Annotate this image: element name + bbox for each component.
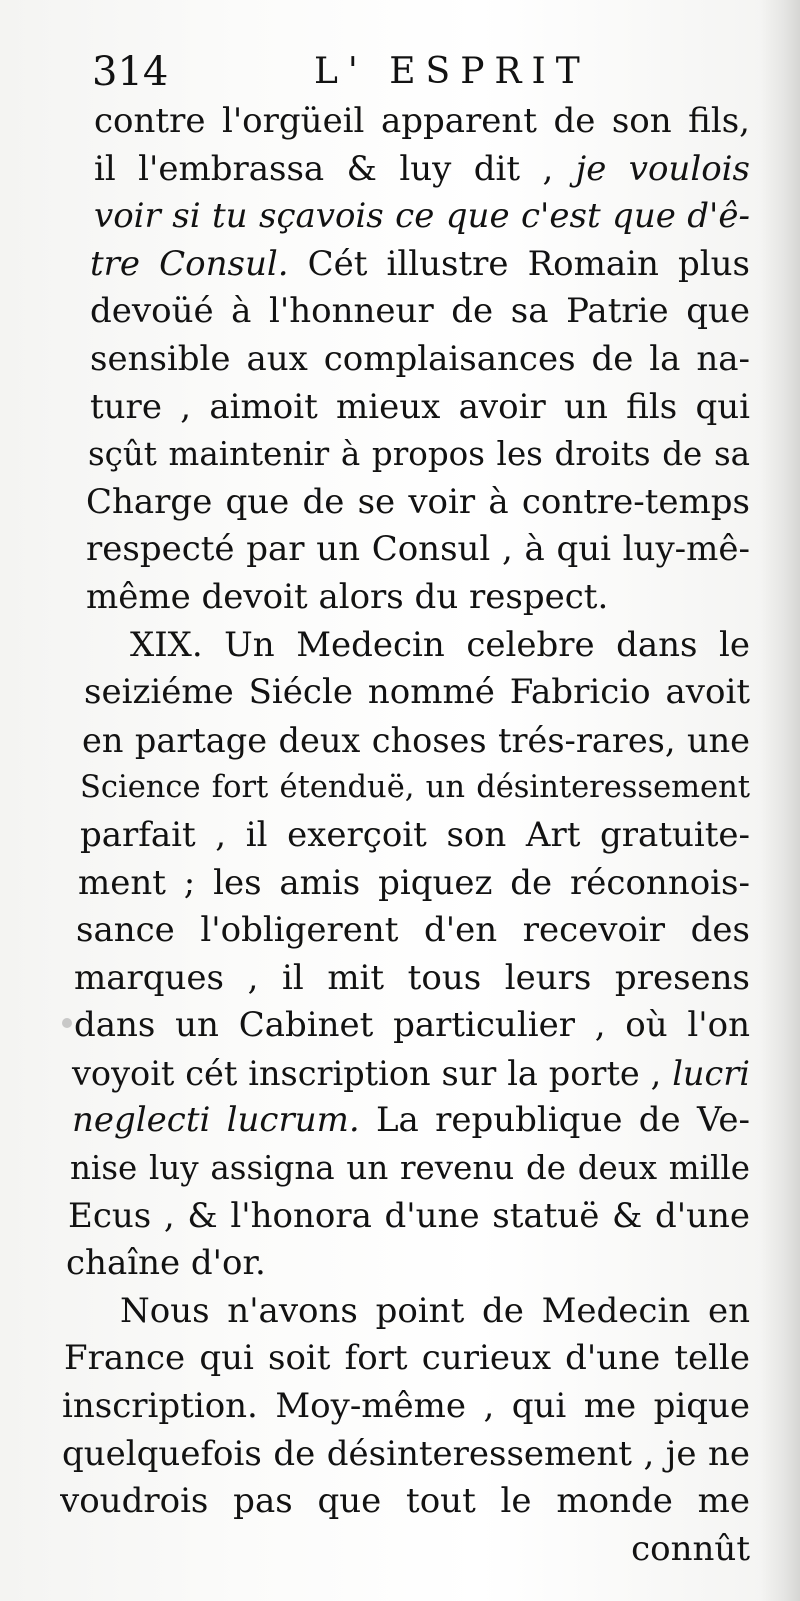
catchword xyxy=(60,1526,750,1574)
text-line xyxy=(60,1145,750,1193)
text-segment: marques , il mit tous leurs presens xyxy=(74,957,750,998)
text-segment: voyoit cét inscription sur la porte , xyxy=(72,1053,673,1093)
italic-text-segment: lucri xyxy=(672,1053,750,1093)
text-segment: Science fort étenduë, un désinteressement xyxy=(80,770,750,806)
text-segment: en partage deux choses trés-rares, une xyxy=(82,720,750,760)
text-segment: ture , aimoit mieux avoir un fils qui xyxy=(90,386,750,427)
text-segment: sçût maintenir à propos les droits de sa xyxy=(88,435,750,474)
text-line xyxy=(60,1002,750,1050)
italic-text-segment: tre Consul. xyxy=(90,243,289,284)
text-line xyxy=(60,479,750,527)
text-line xyxy=(60,1097,750,1145)
italic-text-segment: voir si tu sçavois ce que c'est que d'ê- xyxy=(94,196,750,237)
text-segment: dans un Cabinet particulier , où l'on xyxy=(74,1005,750,1046)
text-line xyxy=(60,717,750,765)
text-line xyxy=(60,574,750,622)
text-segment: connût xyxy=(631,1528,750,1569)
text-segment: France qui soit fort curieux d'une telle xyxy=(64,1338,750,1379)
text-line xyxy=(60,98,750,146)
text-line xyxy=(60,1288,750,1336)
text-segment: sensible aux complaisances de la na- xyxy=(90,338,750,379)
text-segment: chaîne d'or. xyxy=(66,1243,266,1284)
text-segment: Nous n'avons point de Medecin en xyxy=(120,1290,750,1331)
text-line xyxy=(60,336,750,384)
text-line xyxy=(60,622,750,670)
text-segment: Ecus , & l'honora d'une statuë & d'une xyxy=(68,1195,750,1236)
body-text xyxy=(60,98,750,1573)
text-line xyxy=(60,431,750,479)
text-line xyxy=(60,1193,750,1241)
italic-text-segment: neglecti lucrum. xyxy=(72,1100,360,1141)
ink-blot-mark xyxy=(62,1018,72,1028)
running-head: L' ESPRIT xyxy=(314,51,590,92)
text-line xyxy=(60,764,750,812)
text-segment: nise luy assigna un revenu de deux mille xyxy=(70,1149,750,1188)
text-segment: il l'embrassa & luy dit , xyxy=(94,148,576,189)
text-line xyxy=(60,812,750,860)
text-segment: Charge que de se voir à contre-temps xyxy=(86,481,750,522)
text-line xyxy=(60,1431,750,1479)
text-line xyxy=(60,1050,750,1098)
text-line xyxy=(60,955,750,1003)
page-number: 314 xyxy=(92,49,169,95)
text-segment: devoüé à l'honneur de sa Patrie que xyxy=(90,291,750,332)
text-segment: La republique de Ve- xyxy=(359,1100,750,1141)
text-line xyxy=(60,1478,750,1526)
page-header xyxy=(92,44,732,100)
text-segment: inscription. Moy-même , qui me pique xyxy=(62,1386,750,1427)
text-line xyxy=(60,241,750,289)
text-line xyxy=(60,526,750,574)
text-line xyxy=(60,907,750,955)
text-line xyxy=(60,193,750,241)
text-segment: même devoit alors du respect. xyxy=(86,576,609,617)
text-line xyxy=(60,288,750,336)
text-segment: seiziéme Siécle nommé Fabricio avoit xyxy=(84,672,750,713)
text-line xyxy=(60,1335,750,1383)
text-segment: quelquefois de désinteressement , je ne xyxy=(62,1433,750,1474)
text-segment: Cét illustre Romain plus xyxy=(288,243,750,284)
text-segment: voudrois pas que tout le monde me xyxy=(60,1481,750,1522)
text-segment: sance l'obligerent d'en recevoir des xyxy=(76,910,750,951)
text-line xyxy=(60,860,750,908)
text-segment: ment ; les amis piquez de réconnois- xyxy=(78,862,750,903)
italic-text-segment: je voulois xyxy=(575,148,750,189)
text-line xyxy=(60,146,750,194)
text-segment: XIX. Un Medecin celebre dans le xyxy=(130,624,750,665)
text-segment: respecté par un Consul , à qui luy-mê- xyxy=(86,529,750,570)
text-line xyxy=(60,1240,750,1288)
text-segment: contre l'orgüeil apparent de son fils, xyxy=(94,101,750,141)
text-line xyxy=(60,1383,750,1431)
page-edge-shadow xyxy=(760,0,800,1601)
text-segment: parfait , il exerçoit son Art gratuite- xyxy=(80,814,750,855)
text-line xyxy=(60,669,750,717)
text-line xyxy=(60,384,750,432)
